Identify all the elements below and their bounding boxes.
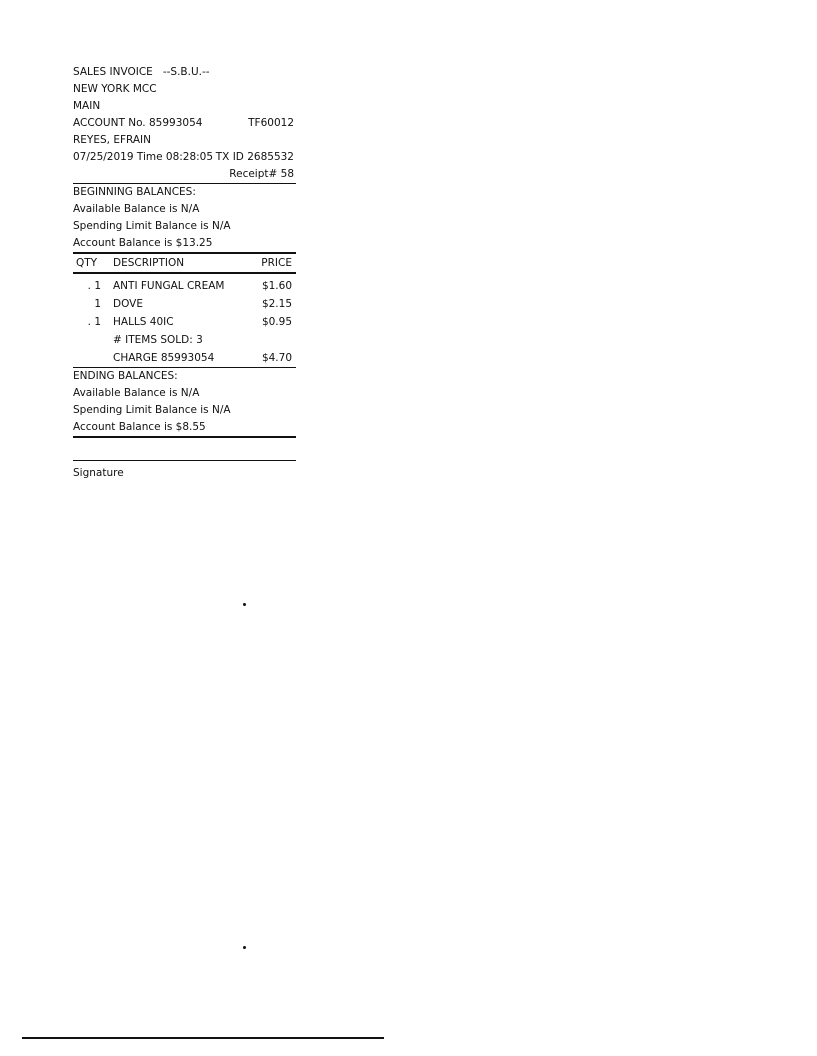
- datetime-line: [73, 149, 296, 166]
- item-qty: . 1: [87, 280, 101, 292]
- charge-total: $4.70: [261, 352, 292, 364]
- item-price: $1.60: [261, 280, 292, 292]
- invoice-title-line: [73, 64, 296, 81]
- account-line: [73, 115, 296, 132]
- branch: MAIN: [73, 100, 101, 112]
- ending-balances-heading: ENDING BALANCES:: [73, 370, 178, 382]
- transaction-id: TX ID 2685532: [215, 151, 294, 163]
- account-number: ACCOUNT No. 85993054: [73, 117, 203, 129]
- item-qty: 1: [94, 298, 101, 310]
- transaction-datetime: 07/25/2019 Time 08:28:05: [73, 151, 214, 163]
- scan-speck: [243, 946, 246, 949]
- item-description: HALLS 40IC: [113, 316, 174, 328]
- customer-name: REYES, EFRAIN: [73, 134, 151, 146]
- sales-receipt: [73, 64, 296, 482]
- item-price: $2.15: [261, 298, 292, 310]
- signature-line: [73, 460, 296, 461]
- item-description: DOVE: [113, 298, 143, 310]
- invoice-title: SALES INVOICE: [73, 66, 153, 78]
- item-description: ANTI FUNGAL CREAM: [113, 280, 225, 292]
- charge-row: [73, 349, 296, 367]
- ending-spending-limit: Spending Limit Balance is N/A: [73, 404, 231, 416]
- ending-account-balance: Account Balance is $8.55: [73, 421, 206, 433]
- item-qty: . 1: [87, 316, 101, 328]
- table-row: [73, 277, 296, 295]
- location: NEW YORK MCC: [73, 83, 157, 95]
- receipt-line: [73, 166, 296, 183]
- description-header: DESCRIPTION: [113, 257, 185, 269]
- beginning-spending-limit: Spending Limit Balance is N/A: [73, 220, 231, 232]
- table-row: [73, 295, 296, 313]
- items-sold-count: # ITEMS SOLD: 3: [113, 334, 203, 346]
- page-bottom-rule: [22, 1037, 384, 1039]
- price-header: PRICE: [261, 257, 292, 269]
- scan-speck: [243, 603, 246, 606]
- terminal-id: TF60012: [248, 117, 294, 129]
- beginning-available-balance: Available Balance is N/A: [73, 203, 200, 215]
- beginning-balances-heading: BEGINNING BALANCES:: [73, 186, 196, 198]
- store-unit: --S.B.U.--: [162, 66, 210, 78]
- items-table-header: [73, 254, 296, 272]
- receipt-number: Receipt# 58: [229, 168, 294, 180]
- qty-header: QTY: [76, 257, 98, 269]
- charge-label: CHARGE 85993054: [113, 352, 215, 364]
- beginning-account-balance: Account Balance is $13.25: [73, 237, 213, 249]
- signature-label: Signature: [73, 467, 124, 479]
- item-price: $0.95: [261, 316, 292, 328]
- table-row: [73, 313, 296, 331]
- ending-available-balance: Available Balance is N/A: [73, 387, 200, 399]
- items-sold-row: [73, 331, 296, 349]
- divider: [73, 436, 296, 438]
